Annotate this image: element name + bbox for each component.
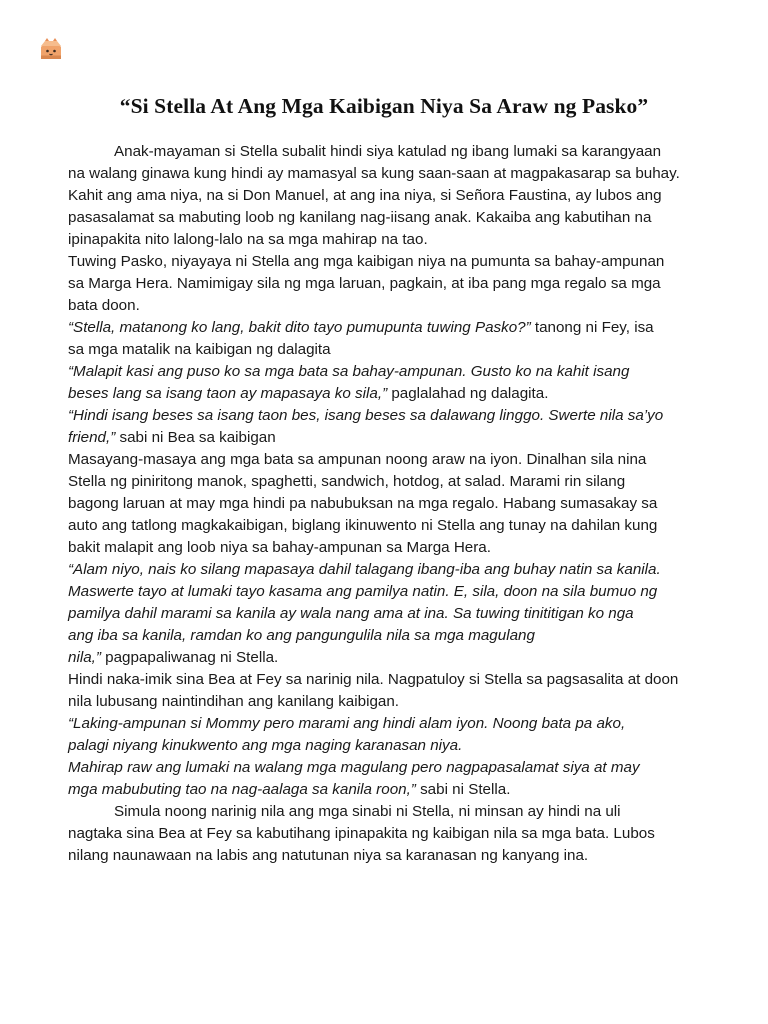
dialogue-text: “Malapit kasi ang puso ko sa mga bata sa bahay-ampunan. Gusto ko na kahit isang — [68, 363, 630, 380]
text-line — [68, 427, 712, 449]
narration-text: Simula noong narinig nila ang mga sinabi ni Stella, ni minsan ay hindi na uli — [114, 803, 621, 820]
text-line — [68, 471, 712, 493]
narration-text: nila lubusang naintindihan ang kanilang kaibigan. — [68, 693, 400, 710]
text-line — [68, 185, 712, 207]
narration-text: pasasalamat sa mabuting loob ng kanilang nag-iisang anak. Kakaiba ang kabutihan na — [68, 209, 652, 226]
text-line — [68, 669, 712, 691]
narration-text: paglalahad ng dalagita. — [387, 385, 549, 402]
dialogue-text: “Alam niyo, nais ko silang mapasaya dahil talagang ibang-iba ang buhay natin sa kanila. — [68, 561, 661, 578]
text-line — [68, 537, 712, 559]
text-line — [68, 757, 712, 779]
text-line — [68, 405, 712, 427]
narration-text: sa Marga Hera. Namimigay sila ng mga laruan, pagkain, at iba pang mga regalo sa mga — [68, 275, 661, 292]
text-line — [68, 845, 712, 867]
dialogue-text: beses lang sa isang taon ay mapasaya ko sila,” — [68, 385, 388, 402]
narration-text: pagpapaliwanag ni Stella. — [100, 649, 279, 666]
narration-text: Tuwing Pasko, niyayaya ni Stella ang mga kaibigan niya na pumunta sa bahay-ampunan — [68, 253, 665, 270]
text-line — [68, 163, 712, 185]
narration-text: na walang ginawa kung hindi ay mamasyal sa kung saan-saan at magpakasarap sa buhay. — [68, 165, 680, 182]
narration-text: bakit malapit ang loob niya sa bahay-ampunan sa Marga Hera. — [68, 539, 491, 556]
dialogue-text: “Hindi isang beses sa isang taon bes, isang beses sa dalawang linggo. Swerte nila sa’yo — [68, 407, 664, 424]
narration-text: auto ang tatlong magkakaibigan, biglang ikinuwento ni Stella ang tunay na dahilan kung — [68, 517, 658, 534]
text-line — [68, 801, 712, 823]
dialogue-text: ang iba sa kanila, ramdan ko ang pangungulila nila sa mga magulang — [68, 627, 535, 644]
text-line — [68, 625, 712, 647]
text-line — [68, 779, 712, 801]
text-line — [68, 559, 712, 581]
narration-text: Kahit ang ama niya, na si Don Manuel, at ang ina niya, si Señora Faustina, ay lubos ang — [68, 187, 662, 204]
narration-text: sabi ni Bea sa kaibigan — [115, 429, 276, 446]
narration-text: sa mga matalik na kaibigan ng dalagita — [68, 341, 331, 358]
text-line — [68, 449, 712, 471]
text-line — [68, 581, 712, 603]
text-line — [68, 735, 712, 757]
text-line — [68, 823, 712, 845]
dialogue-text: “Laking-ampunan si Mommy pero marami ang hindi alam iyon. Noong bata pa ako, — [68, 715, 626, 732]
narration-text: Masayang-masaya ang mga bata sa ampunan noong araw na iyon. Dinalhan sila nina — [68, 451, 647, 468]
text-line — [68, 251, 712, 273]
narration-text: bagong laruan at may mga hindi pa nabubuksan na mga regalo. Habang sumasakay sa — [68, 495, 658, 512]
narration-text: Hindi naka-imik sina Bea at Fey sa narinig nila. Nagpatuloy si Stella sa pagsasalita at doon — [68, 671, 679, 688]
narration-text: nagtaka sina Bea at Fey sa kabutihang ipinapakita ng kaibigan nila sa mga bata. Lubos — [68, 825, 655, 842]
dialogue-text: Mahirap raw ang lumaki na walang mga magulang pero nagpapasalamat siya at may — [68, 759, 640, 776]
narration-text: Stella ng piniritong manok, spaghetti, sandwich, hotdog, at salad. Marami rin silang — [68, 473, 626, 490]
story-body — [68, 141, 712, 867]
text-line — [68, 603, 712, 625]
dialogue-text: mga mabubuting tao na nag-aalaga sa kanila roon,” — [68, 781, 416, 798]
narration-text: Anak-mayaman si Stella subalit hindi siya katulad ng ibang lumaki sa karangyaan — [114, 143, 662, 160]
text-line — [68, 339, 712, 361]
text-line — [68, 647, 712, 669]
text-line — [68, 493, 712, 515]
text-line — [68, 515, 712, 537]
text-line — [68, 141, 712, 163]
text-line — [68, 713, 712, 735]
dialogue-text: palagi niyang kinukwento ang mga naging karanasan niya. — [68, 737, 463, 754]
text-line — [68, 691, 712, 713]
narration-text: bata doon. — [68, 297, 140, 314]
dialogue-text: nila,” — [68, 649, 101, 666]
text-line — [68, 361, 712, 383]
narration-text: sabi ni Stella. — [415, 781, 511, 798]
dialogue-text: Maswerte tayo at lumaki tayo kasama ang pamilya natin. E, sila, doon na sila bumuo ng — [68, 583, 658, 600]
text-line — [68, 295, 712, 317]
text-line — [68, 383, 712, 405]
story-title: “Si Stella At Ang Mga Kaibigan Niya Sa Araw ng Pasko” — [119, 94, 649, 118]
logo-icon — [38, 37, 64, 63]
narration-text: nilang naunawaan na labis ang natutunan niya sa karanasan ng kanyang ina. — [68, 847, 589, 864]
text-line — [68, 229, 712, 251]
dialogue-text: pamilya dahil marami sa kanila ay wala nang ama at ina. Sa tuwing tinititigan ko nga — [68, 605, 634, 622]
text-line — [68, 207, 712, 229]
text-line — [68, 273, 712, 295]
dialogue-text: “Stella, matanong ko lang, bakit dito tayo pumupunta tuwing Pasko?” — [68, 319, 531, 336]
narration-text: ipinapakita nito lalong-lalo na sa mga mahirap na tao. — [68, 231, 428, 248]
dialogue-text: friend,” — [68, 429, 116, 446]
narration-text: tanong ni Fey, isa — [530, 319, 654, 336]
text-line — [68, 317, 712, 339]
